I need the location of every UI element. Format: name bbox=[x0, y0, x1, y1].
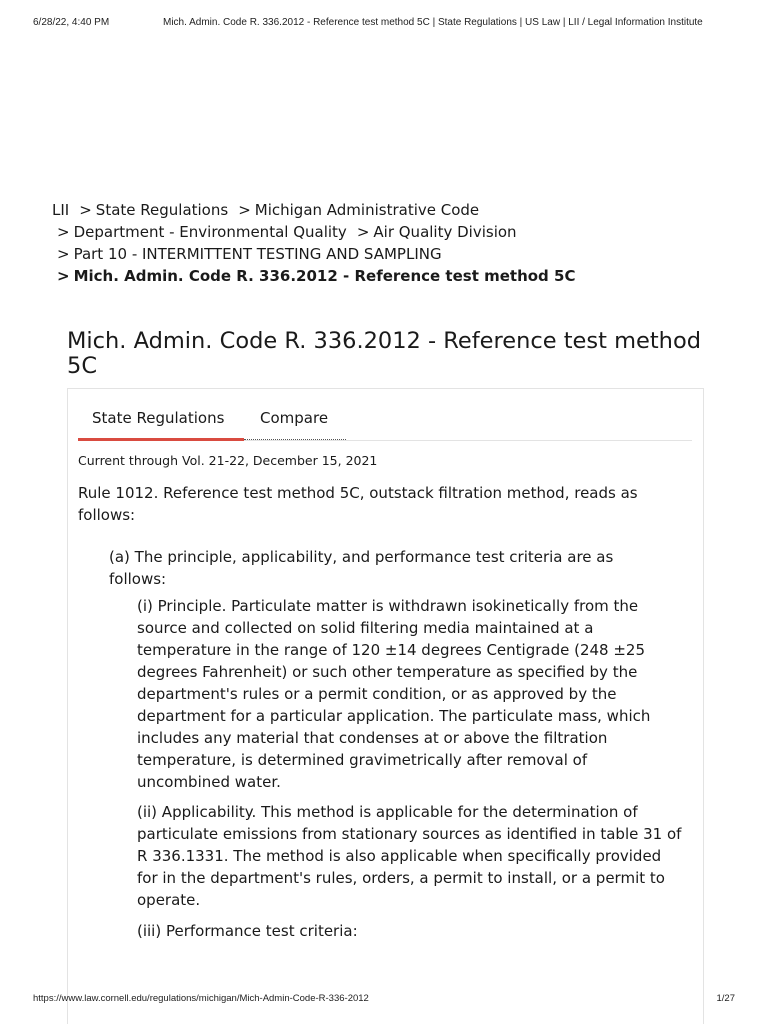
print-page-title: Mich. Admin. Code R. 336.2012 - Reference test method 5C | State Regulations | US Law | LII / Legal Information Institute bbox=[163, 17, 703, 28]
tab-bar bbox=[78, 389, 692, 441]
page-title: Mich. Admin. Code R. 336.2012 - Reference test method 5C bbox=[67, 328, 701, 379]
breadcrumb-item-air-quality-division[interactable]: Air Quality Division bbox=[373, 223, 517, 241]
currency-note: Current through Vol. 21-22, December 15, 2021 bbox=[78, 453, 378, 468]
rule-intro: Rule 1012. Reference test method 5C, outstack filtration method, reads as follows: bbox=[78, 484, 638, 524]
breadcrumb-separator: > bbox=[238, 201, 251, 219]
breadcrumb-item-current: Mich. Admin. Code R. 336.2012 - Reference test method 5C bbox=[73, 267, 576, 285]
breadcrumb-item-department-environmental-quality[interactable]: Department - Environmental Quality bbox=[73, 223, 347, 241]
breadcrumb-separator: > bbox=[57, 267, 70, 285]
active-tab-indicator bbox=[78, 438, 244, 441]
breadcrumb-line-4 bbox=[52, 265, 732, 287]
tab-state-regulations[interactable]: State Regulations bbox=[92, 409, 225, 427]
breadcrumb-separator: > bbox=[79, 201, 92, 219]
paragraph-i-principle: (i) Principle. Particulate matter is withdrawn isokinetically from the source and collected on solid filtering media maintained at a temperature in the range of 120 ±14 degrees Centigrade (248 ±25 degrees Fahrenheit) or such other temperature as specified by the department's rules or a permit condition, or as approved by the department for a particular application. The particulate mass, which includes any material that condenses at or above the filtration temperature, is determined gravimetrically after removal of uncombined water. bbox=[137, 597, 651, 791]
paragraph-iii-performance: (iii) Performance test criteria: bbox=[137, 922, 358, 940]
breadcrumb-line-3 bbox=[52, 243, 732, 265]
breadcrumb-separator: > bbox=[356, 223, 370, 241]
print-url: https://www.law.cornell.edu/regulations/michigan/Mich-Admin-Code-R-336-2012 bbox=[33, 993, 369, 1004]
breadcrumb-separator: > bbox=[57, 223, 70, 241]
breadcrumb-line-2 bbox=[52, 221, 732, 243]
tab-compare[interactable]: Compare bbox=[260, 409, 329, 427]
paragraph-a: (a) The principle, applicability, and performance test criteria are as follows: bbox=[109, 548, 614, 588]
breadcrumb bbox=[52, 199, 732, 287]
regulation-content-panel bbox=[67, 388, 704, 1024]
print-header bbox=[33, 17, 735, 31]
inactive-tab-indicator bbox=[244, 439, 346, 440]
breadcrumb-separator: > bbox=[57, 245, 70, 263]
breadcrumb-line-1 bbox=[52, 199, 732, 221]
print-footer bbox=[33, 993, 735, 1007]
breadcrumb-item-part-10[interactable]: Part 10 - INTERMITTENT TESTING AND SAMPLING bbox=[73, 245, 442, 263]
print-page-number: 1/27 bbox=[716, 993, 735, 1004]
paragraph-ii-applicability: (ii) Applicability. This method is applicable for the determination of particulate emissions from stationary sources as identified in table 31 of R 336.1331. The method is also applicable when specifically provided for in the department's rules, orders, a permit to install, or a permit to operate. bbox=[137, 803, 682, 909]
breadcrumb-item-michigan-administrative-code[interactable]: Michigan Administrative Code bbox=[254, 201, 480, 219]
breadcrumb-item-lii[interactable]: LII bbox=[52, 201, 70, 219]
print-datetime: 6/28/22, 4:40 PM bbox=[33, 17, 110, 28]
breadcrumb-item-state-regulations[interactable]: State Regulations bbox=[95, 201, 229, 219]
